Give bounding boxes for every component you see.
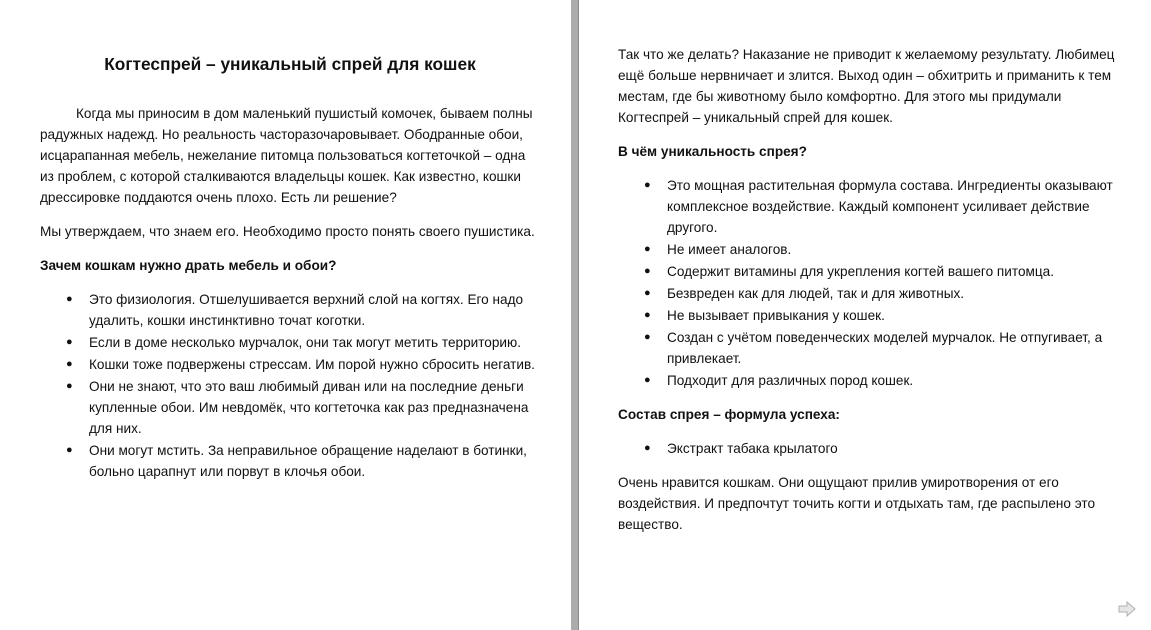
bullet-icon: ●	[644, 243, 651, 255]
document-page-left	[0, 0, 571, 630]
bullet-icon: ●	[66, 293, 73, 305]
list-item: ● Не имеет аналогов.	[667, 239, 1118, 260]
bullet-list-composition	[618, 438, 1118, 459]
bullet-icon: ●	[644, 442, 651, 454]
page-right-content	[618, 44, 1118, 548]
bullet-list-reasons	[40, 289, 540, 482]
list-item: ● Это физиология. Отшелушивается верхний слой на когтях. Его надо удалить, кошки инстинктивно точат коготки.	[89, 289, 540, 331]
list-item: ● Кошки тоже подвержены стрессам. Им порой нужно сбросить негатив.	[89, 354, 540, 375]
next-page-arrow-icon[interactable]	[1117, 599, 1137, 619]
list-item: ● Не вызывает привыкания у кошек.	[667, 305, 1118, 326]
list-item: ● Они не знают, что это ваш любимый диван или на последние деньги купленные обои. Им невдомёк, что когтеточка как раз предназначена для них.	[89, 376, 540, 439]
bullet-icon: ●	[644, 374, 651, 386]
second-paragraph: Мы утверждаем, что знаем его. Необходимо просто понять своего пушистика.	[40, 224, 535, 239]
bullet-list-unique	[618, 175, 1118, 391]
bullet-icon: ●	[66, 444, 73, 456]
document-page-right	[578, 0, 1151, 630]
bullet-icon: ●	[644, 331, 651, 343]
list-item: ● Это мощная растительная формула состава. Ингредиенты оказывают комплексное воздействие. Каждый компонент усиливает действие другого.	[667, 175, 1118, 238]
first-paragraph: Так что же делать? Наказание не приводит к желаемому результату. Любимец ещё больше нервничает и злится. Выход один – обхитрить и приманить к тем местам, где бы животному было комфортно. Для этого мы придумали Когтеспрей – уникальный спрей для кошек.	[618, 47, 1115, 125]
bullet-icon: ●	[66, 380, 73, 392]
list-item: ● Если в доме несколько мурчалок, они так могут метить территорию.	[89, 332, 540, 353]
list-item: ● Безвреден как для людей, так и для животных.	[667, 283, 1118, 304]
section-heading-unique: В чём уникальность спрея?	[618, 144, 807, 159]
bullet-icon: ●	[66, 358, 73, 370]
page-left-content	[40, 52, 540, 495]
bullet-icon: ●	[66, 336, 73, 348]
list-item: ● Они могут мстить. За неправильное обращение наделают в ботинки, больно царапнут или порвут в клочья обои.	[89, 440, 540, 482]
document-title: Когтеспрей – уникальный спрей для кошек	[104, 54, 476, 74]
bullet-icon: ●	[644, 179, 651, 191]
list-item: ● Экстракт табака крылатого	[667, 438, 1118, 459]
bullet-icon: ●	[644, 309, 651, 321]
list-item: ● Создан с учётом поведенческих моделей мурчалок. Не отпугивает, а привлекает.	[667, 327, 1118, 369]
bullet-icon: ●	[644, 287, 651, 299]
section-heading-why: Зачем кошкам нужно драть мебель и обои?	[40, 258, 337, 273]
list-item: ● Подходит для различных пород кошек.	[667, 370, 1118, 391]
section-heading-composition: Состав спрея – формула успеха:	[618, 407, 840, 422]
intro-paragraph: Когда мы приносим в дом маленький пушистый комочек, бываем полны радужных надежд. Но реальность часторазочаровывает. Ободранные обои, исцарапанная мебель, нежелание питомца пользоваться когтеточкой – одна из проблем, с которой сталкиваются владельцы кошек. Как известно, кошки дрессировке поддаются очень плохо. Есть ли решение?	[40, 106, 533, 205]
list-item: ● Содержит витамины для укрепления когтей вашего питомца.	[667, 261, 1118, 282]
bullet-icon: ●	[644, 265, 651, 277]
last-paragraph: Очень нравится кошкам. Они ощущают прилив умиротворения от его воздействия. И предпочтут точить когти и отдыхать там, где распылено это вещество.	[618, 475, 1096, 532]
